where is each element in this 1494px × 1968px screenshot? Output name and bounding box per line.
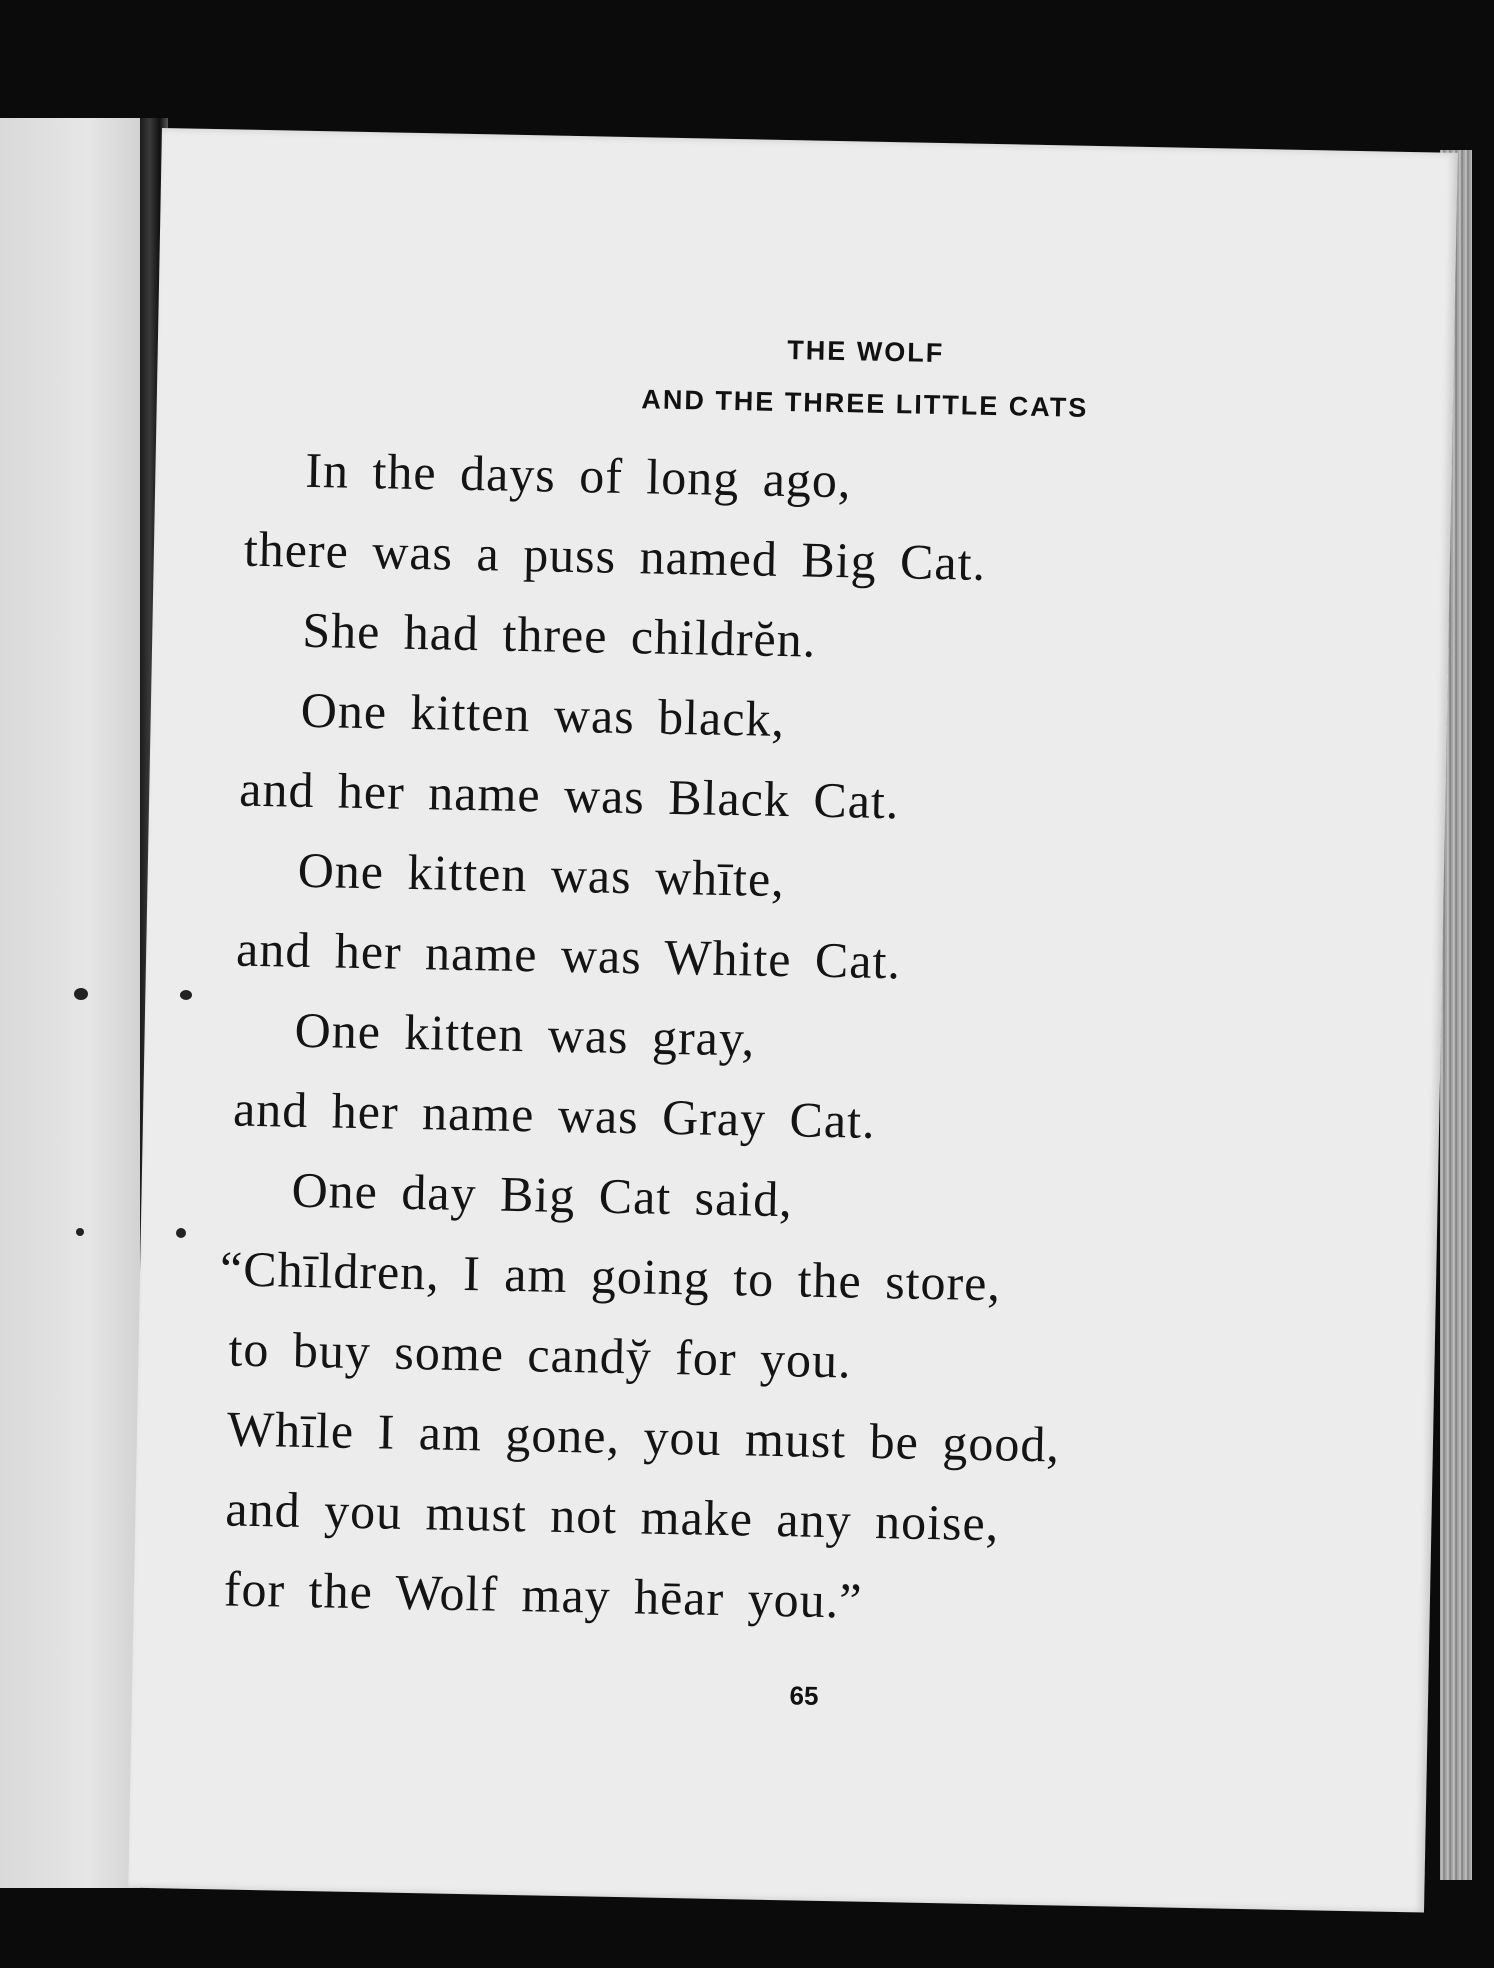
left-page-edge [0, 118, 148, 1888]
story-line: One kitten was black, [300, 681, 786, 748]
story-line: In the days of long ago, [304, 441, 853, 509]
story-line: and her name was White Cat. [235, 920, 902, 990]
story-line: One kitten was gray, [294, 1001, 756, 1067]
story-line: Whīle I am gone, you must be good, [226, 1400, 1061, 1473]
story-line: to buy some candy̆ for you. [228, 1320, 853, 1389]
story-line: One kitten was whīte, [297, 841, 786, 908]
book-page [128, 128, 1458, 1913]
story-line: for the Wolf may hēar you.” [223, 1560, 863, 1629]
ink-speck [180, 990, 192, 1000]
story-line: and her name was Gray Cat. [232, 1080, 877, 1149]
story-line: She had three childrĕn. [301, 601, 817, 668]
story-title-line-2: AND THE THREE LITTLE CATS [641, 384, 1089, 423]
ink-speck [74, 988, 88, 1000]
story-line: there was a puss named Big Cat. [243, 520, 987, 591]
story-line: One day Big Cat said, [291, 1161, 794, 1228]
story-title-line-1: THE WOLF [787, 335, 945, 369]
story-line: and you must not make any noise, [224, 1480, 1000, 1552]
page-number: 65 [789, 1680, 819, 1711]
story-line: “Chīldren, I am going to the store, [219, 1240, 1002, 1312]
ink-speck [76, 1228, 84, 1236]
ink-speck [176, 1228, 186, 1238]
story-line: and her name was Black Cat. [238, 760, 900, 830]
story-text [156, 438, 1452, 1629]
